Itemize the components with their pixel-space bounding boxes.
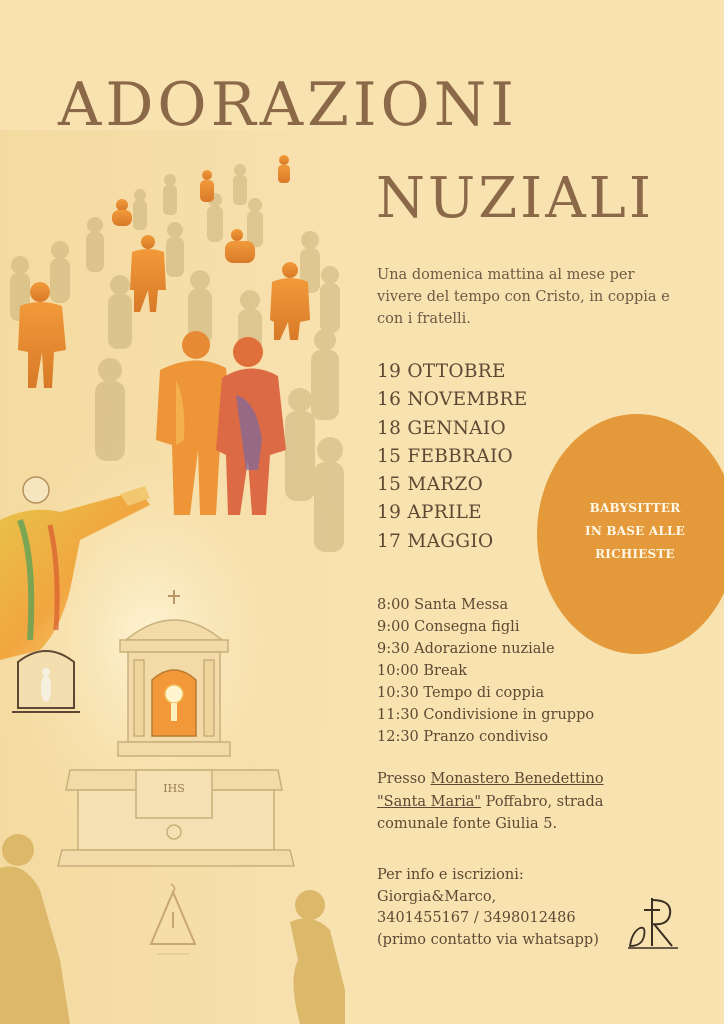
date-item: 15 MARZO	[377, 474, 484, 496]
date-item: 19 APRILE	[377, 502, 482, 524]
badge-line: BABYSITTER	[589, 501, 681, 515]
altar-monogram: IHS	[163, 782, 185, 795]
badge-line: IN BASE ALLE	[585, 524, 685, 538]
location-text	[377, 768, 677, 836]
contact-note: (primo contatto via whatsapp)	[377, 931, 599, 948]
location-address: Poffabro, strada comunale fonte Giulia 5.	[377, 793, 604, 832]
wayside-shrine	[12, 651, 80, 712]
schedule-item: 9:00 Consegna figli	[377, 619, 520, 635]
contact-phones: 3401455167 / 3498012486	[377, 910, 576, 926]
contact-heading: Per info e iscrizioni:	[377, 867, 524, 883]
date-item: 18 GENNAIO	[377, 417, 506, 439]
schedule-list	[377, 594, 594, 748]
babysitter-badge-text	[560, 497, 710, 566]
badge-line: RICHIESTE	[595, 547, 675, 561]
intro-text: Una domenica mattina al mese per vivere del tempo con Cristo, in coppia e con i fratelli.	[377, 267, 670, 327]
title-line-1: ADORAZIONI	[58, 70, 518, 140]
schedule-item: 10:00 Break	[377, 663, 467, 679]
schedule-item: 11:30 Condivisione in gruppo	[377, 707, 595, 723]
date-item: 15 FEBBRAIO	[377, 445, 514, 467]
monogram-logo	[626, 892, 682, 952]
location-place-name: "Santa Maria"	[377, 793, 482, 810]
schedule-item: 12:30 Pranzo condiviso	[377, 729, 549, 745]
title-line-2: NUZIALI	[376, 166, 654, 231]
emblem-logo	[143, 882, 203, 962]
schedule-item: 10:30 Tempo di coppia	[377, 685, 545, 701]
schedule-item: 9:30 Adorazione nuziale	[377, 641, 555, 657]
contact-names: Giorgia&Marco,	[377, 888, 497, 905]
location-place: Monastero Benedettino	[430, 771, 604, 787]
schedule-item: 8:00 Santa Messa	[377, 597, 509, 613]
date-item: 17 MAGGIO	[377, 530, 494, 552]
dates-list	[377, 358, 528, 556]
date-item: 19 OTTOBRE	[377, 361, 506, 382]
location-prefix: Presso	[377, 771, 431, 787]
date-item: 16 NOVEMBRE	[377, 389, 528, 411]
